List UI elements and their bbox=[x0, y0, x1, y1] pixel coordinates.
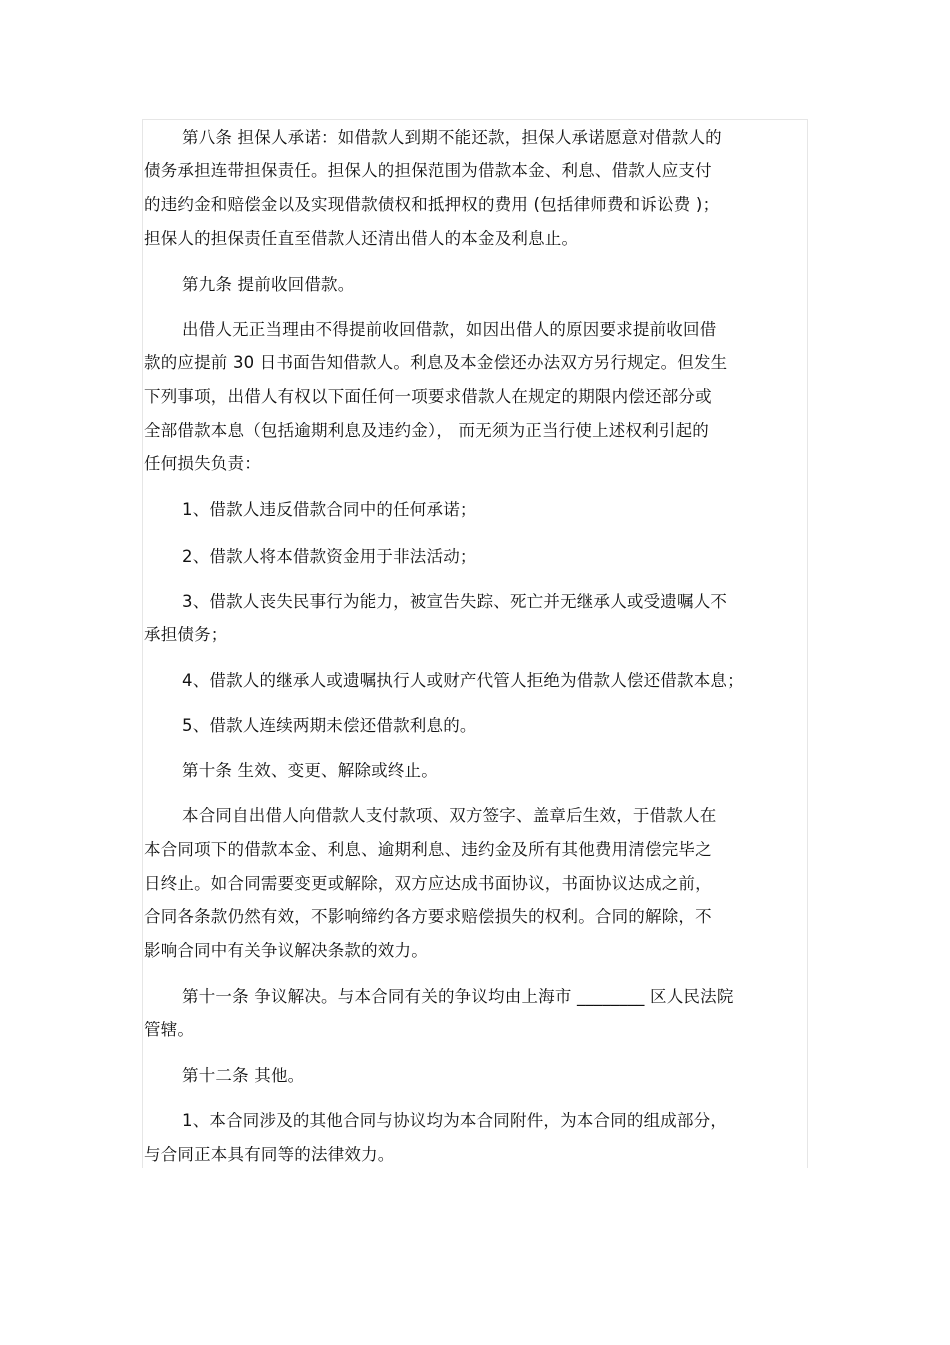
text-line: 合同各条款仍然有效，不影响缔约各方要求赔偿损失的权利。合同的解除，不 bbox=[144, 907, 712, 926]
text-line: 第八条 担保人承诺：如借款人到期不能还款，担保人承诺愿意对借款人的 bbox=[182, 128, 722, 147]
list-item: 1、本合同涉及的其他合同与协议均为本合同附件，为本合同的组成部分， bbox=[182, 1111, 728, 1130]
text-line: 出借人无正当理由不得提前收回借款，如因出借人的原因要求提前收回借 bbox=[182, 320, 717, 339]
text-line: 第十一条 争议解决。与本合同有关的争议均由上海市 ________ 区人民法院 bbox=[182, 987, 734, 1006]
list-item: 2、借款人将本借款资金用于非法活动； bbox=[182, 547, 477, 566]
text-line: 第十条 生效、变更、解除或终止。 bbox=[182, 761, 438, 780]
text-line: 日终止。如合同需要变更或解除，双方应达成书面协议，书面协议达成之前， bbox=[144, 874, 712, 893]
text-line: 款的应提前 30 日书面告知借款人。利息及本金偿还办法双方另行规定。但发生 bbox=[144, 353, 728, 372]
text-line: 全部借款本息（包括逾期利息及违约金）， 而无须为正当行使上述权利引起的 bbox=[144, 421, 709, 440]
text-line: 承担债务； bbox=[144, 625, 228, 644]
text-line: 担保人的担保责任直至借款人还清出借人的本金及利息止。 bbox=[144, 229, 579, 248]
text-line: 与合同正本具有同等的法律效力。 bbox=[144, 1145, 395, 1164]
text-line: 第十二条 其他。 bbox=[182, 1066, 305, 1085]
list-item: 1、借款人违反借款合同中的任何承诺； bbox=[182, 500, 477, 519]
text-line: 本合同项下的借款本金、利息、逾期利息、违约金及所有其他费用清偿完毕之 bbox=[144, 840, 712, 859]
text-line: 任何损失负责： bbox=[144, 454, 261, 473]
text-line: 管辖。 bbox=[144, 1020, 195, 1039]
text-line: 下列事项，出借人有权以下面任何一项要求借款人在规定的期限内偿还部分或 bbox=[144, 387, 712, 406]
text-line: 本合同自出借人向借款人支付款项、双方签字、盖章后生效，于借款人在 bbox=[182, 806, 717, 825]
list-item: 4、借款人的继承人或遗嘱执行人或财产代管人拒绝为借款人偿还借款本息； bbox=[182, 671, 744, 690]
text-line: 影响合同中有关争议解决条款的效力。 bbox=[144, 941, 428, 960]
text-line: 的违约金和赔偿金以及实现借款债权和抵押权的费用 (包括律师费和诉讼费 )； bbox=[144, 195, 720, 214]
text-line: 第九条 提前收回借款。 bbox=[182, 275, 355, 294]
list-item: 5、借款人连续两期未偿还借款利息的。 bbox=[182, 716, 477, 735]
list-item: 3、借款人丧失民事行为能力，被宣告失踪、死亡并无继承人或受遗嘱人不 bbox=[182, 592, 728, 611]
text-line: 债务承担连带担保责任。担保人的担保范围为借款本金、利息、借款人应支付 bbox=[144, 161, 712, 180]
